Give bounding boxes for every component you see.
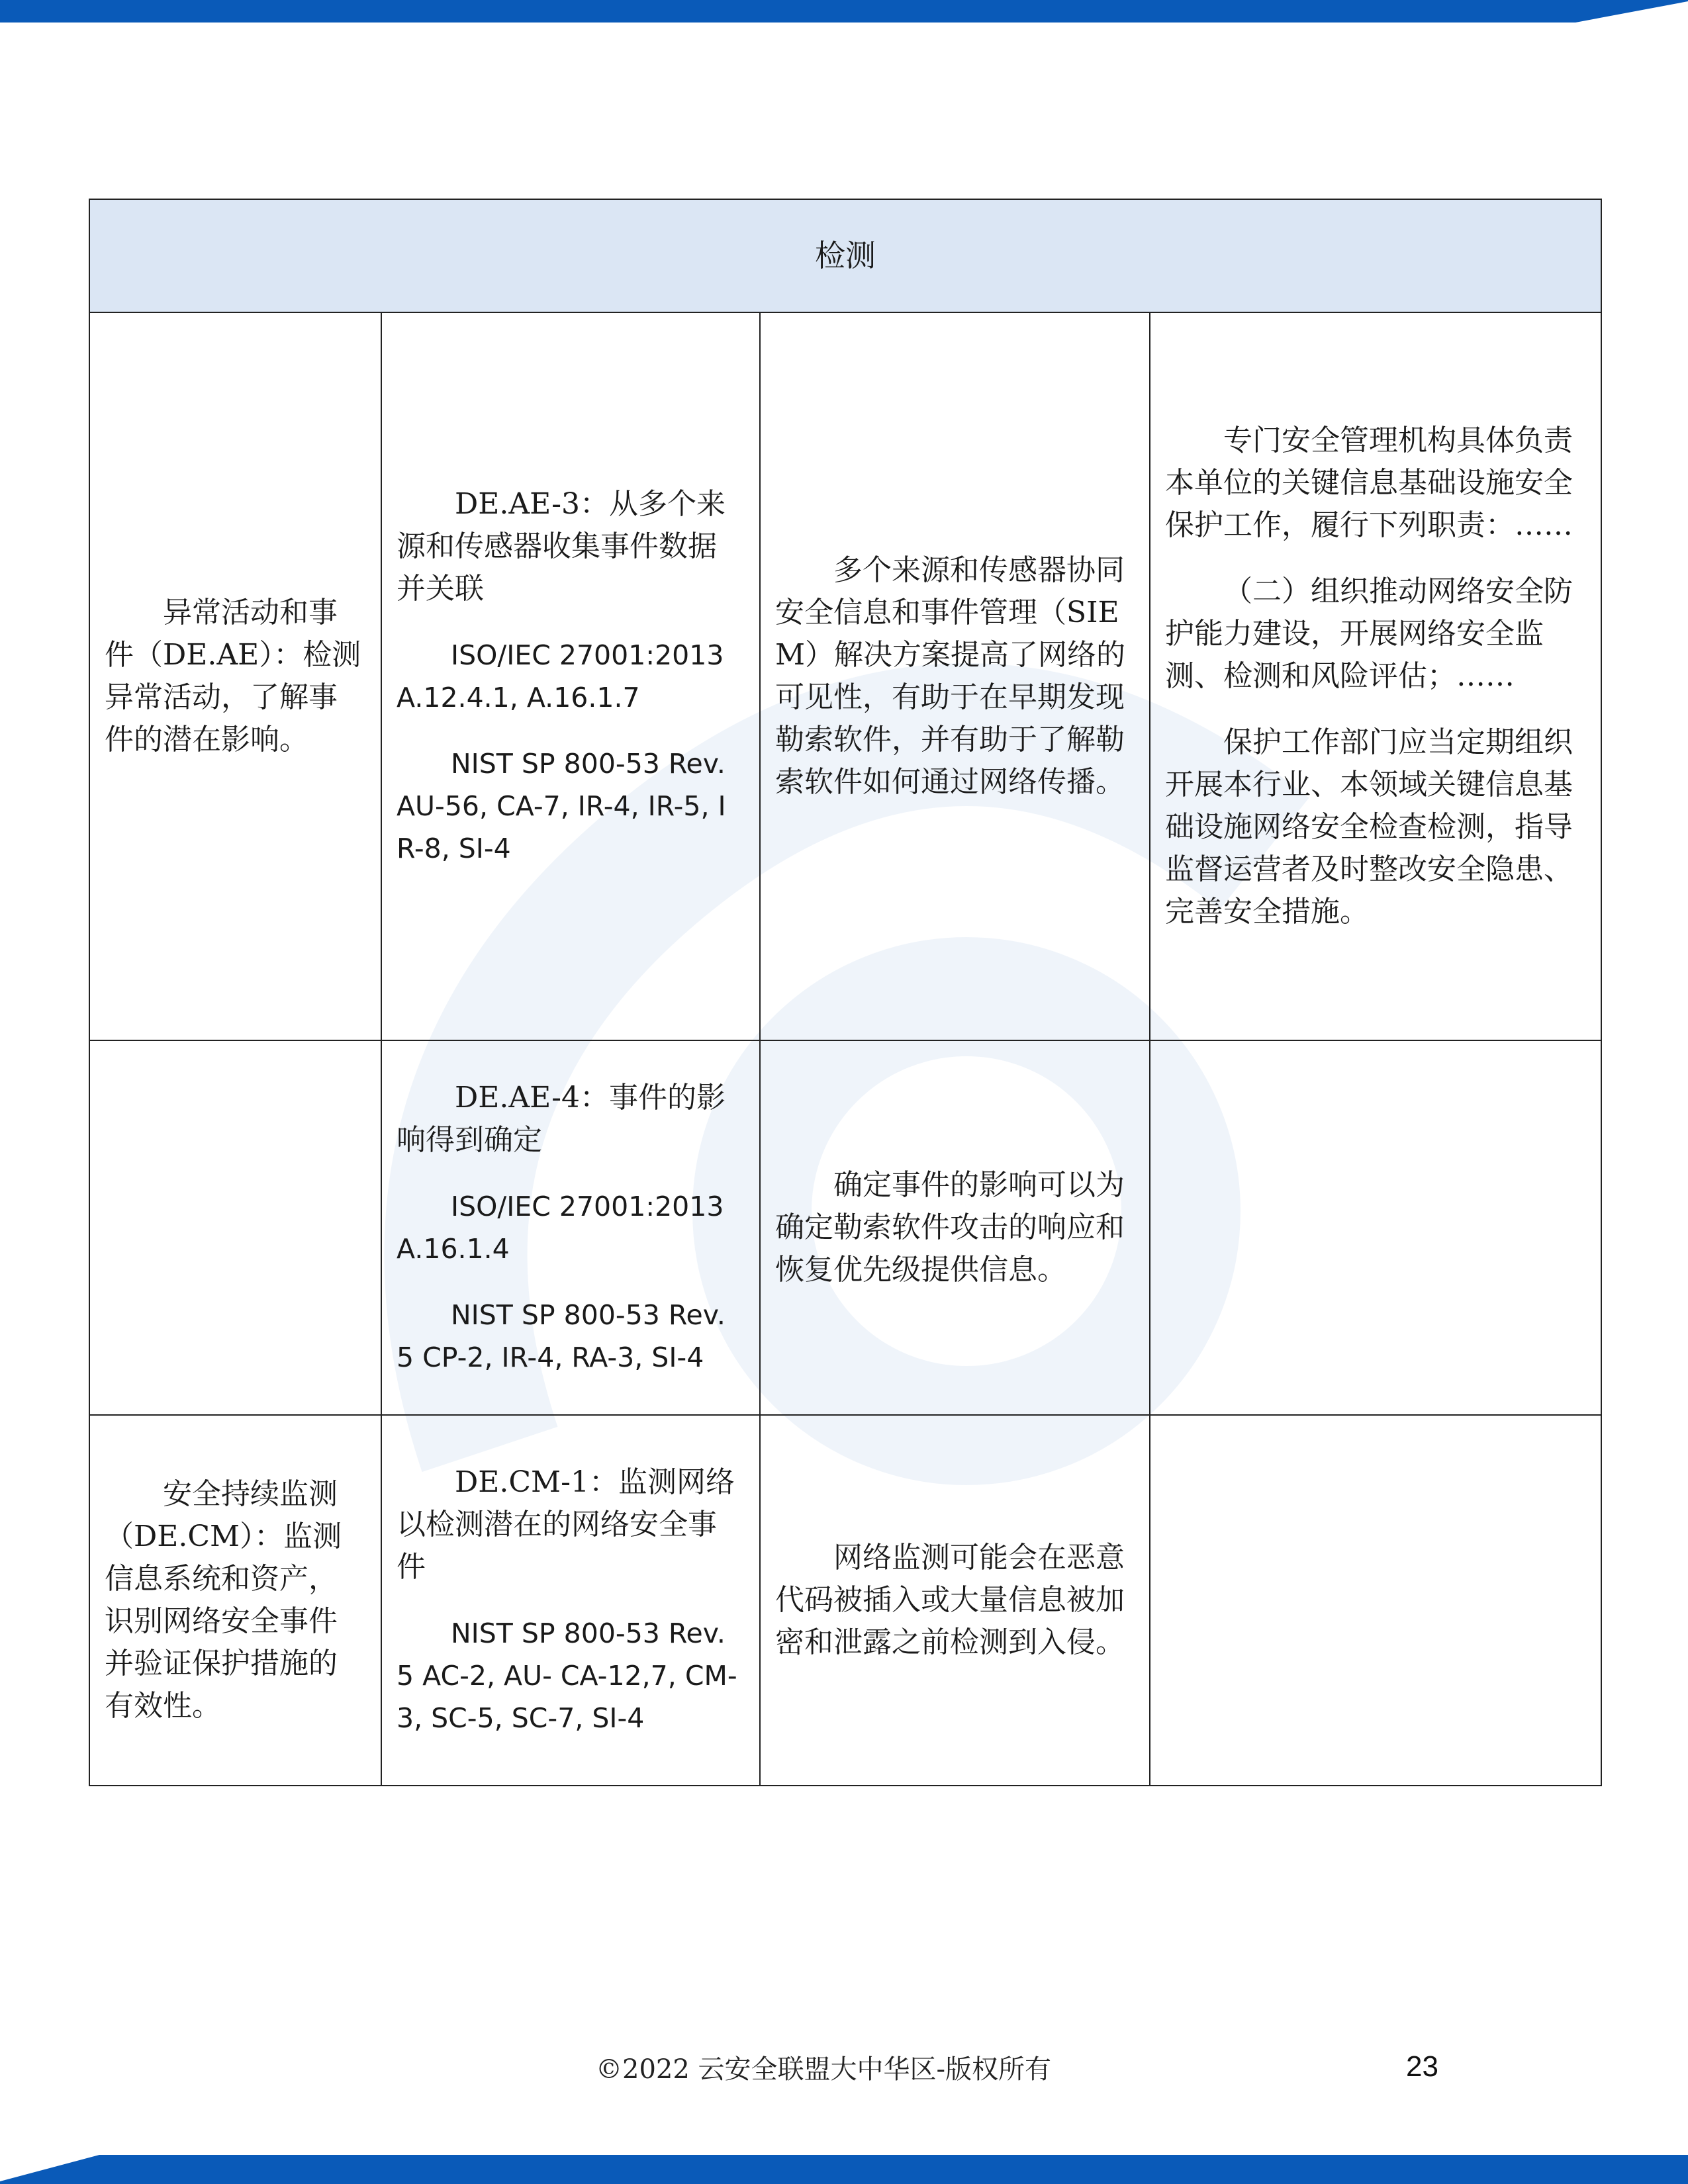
regulation-cell xyxy=(1150,1040,1601,1415)
section-title: 检测 xyxy=(815,237,876,273)
regulation-paragraph: 专门安全管理机构具体负责本单位的关键信息基础设施安全保护工作，履行下列职责：…… xyxy=(1165,424,1573,542)
footer-copyright: ©2022 云安全联盟大中华区-版权所有 xyxy=(596,2054,1052,2085)
reference-item: DE.CM-1：监测网络以检测潜在的网络安全事件 xyxy=(397,1465,735,1584)
reference-item: ISO/IEC 27001:2013 A.12.4.1, A.16.1.7 xyxy=(397,639,724,713)
reference-item: DE.AE-4：事件的影响得到确定 xyxy=(397,1081,726,1157)
reference-cell xyxy=(381,1040,760,1415)
regulation-paragraph: （二）组织推动网络安全防护能力建设，开展网络安全监测、检测和风险评估；…… xyxy=(1165,574,1573,693)
reference-item: NIST SP 800-53 Rev. 5 AC-2, AU- CA-12,7, CM-3, SC-5, SC-7, SI-4 xyxy=(397,1617,737,1734)
description-cell xyxy=(760,312,1150,1040)
table-header-row xyxy=(89,199,1601,312)
reference-item: ISO/IEC 27001:2013 A.16.1.4 xyxy=(397,1191,724,1265)
reference-item: NIST SP 800-53 Rev. 5 CP-2, IR-4, RA-3, SI-4 xyxy=(397,1299,726,1373)
category-cell xyxy=(89,312,381,1040)
table-row xyxy=(89,1415,1601,1786)
description-text: 多个来源和传感器协同安全信息和事件管理（SIEM）解决方案提高了网络的可见性，有助于在早期发现勒索软件，并有助于了解勒索软件如何通过网络传播。 xyxy=(775,553,1126,799)
description-text: 确定事件的影响可以为确定勒索软件攻击的响应和恢复优先级提供信息。 xyxy=(775,1168,1125,1287)
regulation-cell xyxy=(1150,1415,1601,1786)
detection-table xyxy=(89,199,1602,1786)
reference-item: DE.AE-3：从多个来源和传感器收集事件数据并关联 xyxy=(397,487,726,606)
description-text: 网络监测可能会在恶意代码被插入或大量信息被加密和泄露之前检测到入侵。 xyxy=(775,1541,1125,1659)
category-cell xyxy=(89,1040,381,1415)
table-row xyxy=(89,312,1601,1040)
regulation-cell xyxy=(1150,312,1601,1040)
regulation-paragraph: 保护工作部门应当定期组织开展本行业、本领域关键信息基础设施网络安全检查检测，指导监督运营者及时整改安全隐患、完善安全措施。 xyxy=(1165,725,1573,929)
category-text: 异常活动和事件（DE.AE）：检测异常活动，了解事件的潜在影响。 xyxy=(105,596,361,756)
reference-cell xyxy=(381,312,760,1040)
bottom-brand-bar xyxy=(0,2155,1688,2184)
reference-cell xyxy=(381,1415,760,1786)
table-row xyxy=(89,1040,1601,1415)
description-cell xyxy=(760,1415,1150,1786)
section-header xyxy=(89,199,1601,312)
category-text: 安全持续监测（DE.CM）：监测信息系统和资产，识别网络安全事件并验证保护措施的有效性。 xyxy=(105,1477,342,1723)
description-cell xyxy=(760,1040,1150,1415)
top-brand-bar xyxy=(0,0,1688,23)
page-number: 23 xyxy=(1406,2050,1438,2083)
reference-item: NIST SP 800-53 Rev. AU-56, CA-7, IR-4, IR-5, IR-8, SI-4 xyxy=(397,748,726,864)
category-cell xyxy=(89,1415,381,1786)
